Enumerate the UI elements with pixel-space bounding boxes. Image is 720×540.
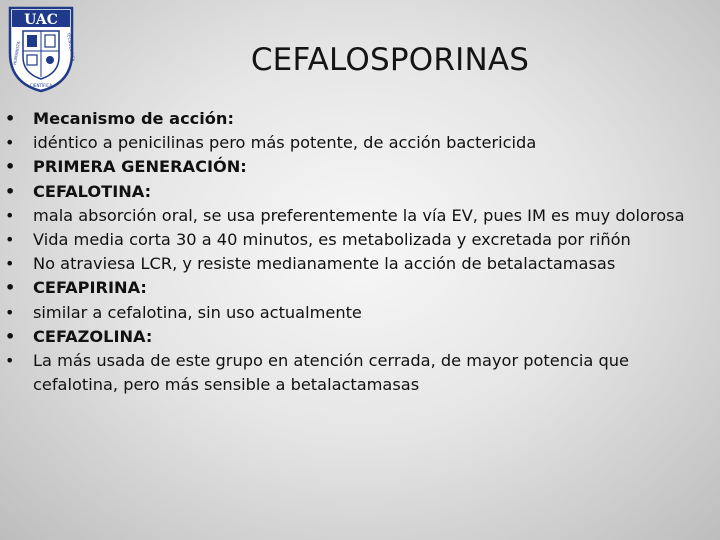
bullet-item: • CEFALOTINA: xyxy=(0,180,720,204)
logo-letters: UAC xyxy=(24,12,58,28)
bullet-item: • CEFAZOLINA: xyxy=(0,325,720,349)
bullet-item: • No atraviesa LCR, y resiste medianamente la acción de betalactamasas xyxy=(0,252,720,276)
university-crest-icon xyxy=(7,5,75,93)
bullet-item: • CEFAPIRINA: xyxy=(0,276,720,300)
bullet-item: • mala absorción oral, se usa preferentemente la vía EV, pues IM es muy dolorosa xyxy=(0,204,720,228)
bullet-item: • La más usada de este grupo en atención cerrada, de mayor potencia que cefalotina, pero más sensible a betalactamasas xyxy=(0,349,720,397)
bullet-item: • similar a cefalotina, sin uso actualmente xyxy=(0,301,720,325)
bullet-item: • Mecanismo de acción: xyxy=(0,107,720,131)
bullet-item: • PRIMERA GENERACIÓN: xyxy=(0,155,720,179)
bullet-item: • idéntico a penicilinas pero más potente, de acción bactericida xyxy=(0,131,720,155)
logo-ring-left: HUMANISTA xyxy=(12,40,22,66)
logo-ring-right: TECNOLÓGICA xyxy=(66,32,75,62)
bullet-list xyxy=(0,107,720,397)
slide-title: CEFALOSPORINAS xyxy=(250,42,530,78)
logo-ring-bottom: CIENTÍFICA xyxy=(29,83,53,88)
bullet-item: • Vida media corta 30 a 40 minutos, es metabolizada y excretada por riñón xyxy=(0,228,720,252)
